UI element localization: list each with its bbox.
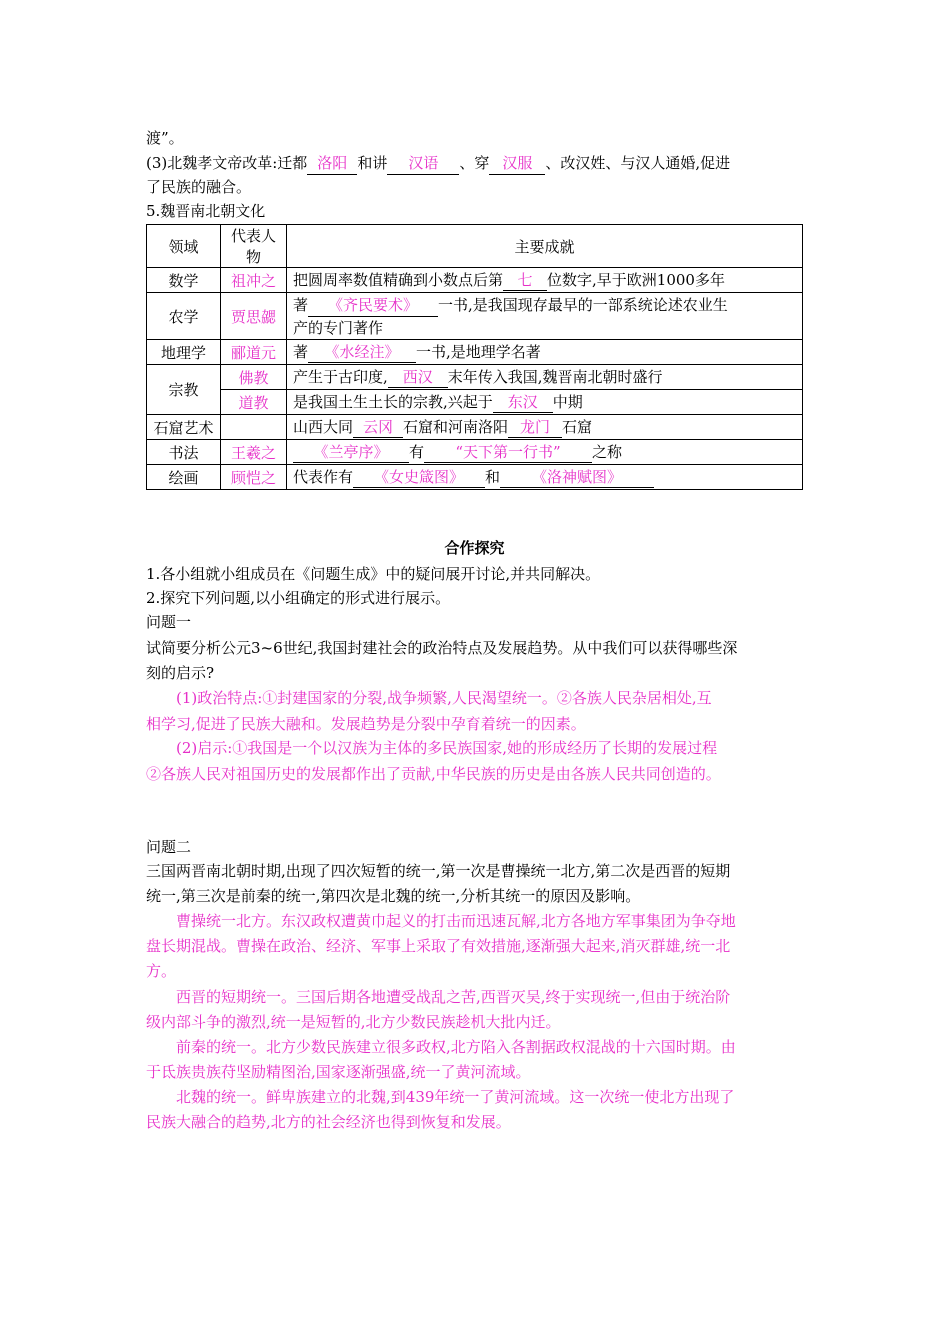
question-text: 试简要分析公元3~6世纪,我国封建社会的政治特点及发展趋势。从中我们可以获得哪些深 — [146, 639, 738, 657]
table-row: 农学 贾思勰 著 《齐民要术》 一书,是我国现存最早的一部系统论述农业生 产的专门著作 — [147, 293, 803, 340]
answer-text: 北魏的统一。鲜卑族建立的北魏,到439年统一了黄河流域。这一次统一使北方出现了 — [176, 1088, 735, 1106]
section-heading: 5.魏晋南北朝文化 — [146, 202, 266, 220]
section-title: 合作探究 — [444, 539, 505, 557]
table-row: 宗教 佛教 产生于古印度, 西汉 末年传入我国,魏晋南北朝时盛行 — [147, 365, 803, 390]
answer-text: 前秦的统一。北方少数民族建立很多政权,北方陷入各割据政权混战的十六国时期。由 — [176, 1038, 736, 1056]
answer-text: 盘长期混战。曹操在政治、经济、军事上采取了有效措施,逐渐强大起来,消灭群雄,统一北 — [146, 937, 731, 955]
table-row: 地理学 郦道元 著 《水经注》 一书,是地理学名著 — [147, 340, 803, 365]
answer-text: 相学习,促进了民族大融和。发展趋势是分裂中孕育着统一的因素。 — [146, 715, 586, 733]
question-text: 三国两晋南北朝时期,出现了四次短暂的统一,第一次是曹操统一北方,第二次是西晋的短期 — [146, 862, 731, 880]
table-row: 书法 王羲之 《兰亭序》 有 “天下第一行书” 之称 — [147, 440, 803, 465]
answer-text: ②各族人民对祖国历史的发展都作出了贡献,中华民族的历史是由各族人民共同创造的。 — [146, 765, 721, 783]
paragraph: 2.探究下列问题,以小组确定的形式进行展示。 — [146, 589, 451, 607]
text-line: 渡”。 — [146, 129, 184, 147]
answer-text: 级内部斗争的激烈,统一是短暂的,北方少数民族趁机大批内迁。 — [146, 1013, 561, 1031]
text-line: 了民族的融合。 — [146, 178, 252, 196]
table-row: 石窟艺术 山西大同 云冈 石窟和河南洛阳 龙门 石窟 — [147, 415, 803, 440]
answer-blank: 汉服 — [502, 154, 533, 172]
answer-text: (1)政治特点:①封建国家的分裂,战争频繁,人民渴望统一。②各族人民杂居相处,互 — [176, 689, 712, 707]
answer-text: 于氐族贵族苻坚励精图治,国家逐渐强盛,统一了黄河流域。 — [146, 1063, 531, 1081]
table-row: 数学 祖冲之 把圆周率数值精确到小数点后第 七 位数字,早于欧洲1000多年 — [147, 268, 803, 293]
question-title: 问题二 — [146, 838, 192, 856]
answer-text: (2)启示:①我国是一个以汉族为主体的多民族国家,她的形成经历了长期的发展过程 — [176, 739, 718, 757]
culture-table — [146, 224, 803, 490]
question-title: 问题一 — [146, 613, 192, 631]
answer-blank: 洛阳 — [317, 154, 348, 172]
table-header-row: 领域 代表人物 主要成就 — [147, 225, 803, 268]
answer-text: 曹操统一北方。东汉政权遭黄巾起义的打击而迅速瓦解,北方各地方军事集团为争夺地 — [176, 912, 736, 930]
answer-text: 民族大融合的趋势,北方的社会经济也得到恢复和发展。 — [146, 1113, 511, 1131]
answer-text: 西晋的短期统一。三国后期各地遭受战乱之苦,西晋灭吴,终于实现统一,但由于统治阶 — [176, 988, 731, 1006]
answer-text: 方。 — [146, 962, 177, 980]
answer-blank: 汉语 — [408, 154, 439, 172]
table-row: 绘画 顾恺之 代表作有 《女史箴图》 和 《洛神赋图》 — [147, 465, 803, 490]
question-text: 刻的启示? — [146, 664, 215, 682]
question-text: 统一,第三次是前秦的统一,第四次是北魏的统一,分析其统一的原因及影响。 — [146, 887, 641, 905]
q3-line: (3)北魏孝文帝改革:迁都 洛阳 和讲 汉语 、穿 汉服 、改汉姓、与汉人通婚,促进 — [146, 152, 730, 175]
paragraph: 1.各小组就小组成员在《问题生成》中的疑问展开讨论,并共同解决。 — [146, 565, 601, 583]
table-row: 道教 是我国土生土长的宗教,兴起于 东汉 中期 — [147, 390, 803, 415]
